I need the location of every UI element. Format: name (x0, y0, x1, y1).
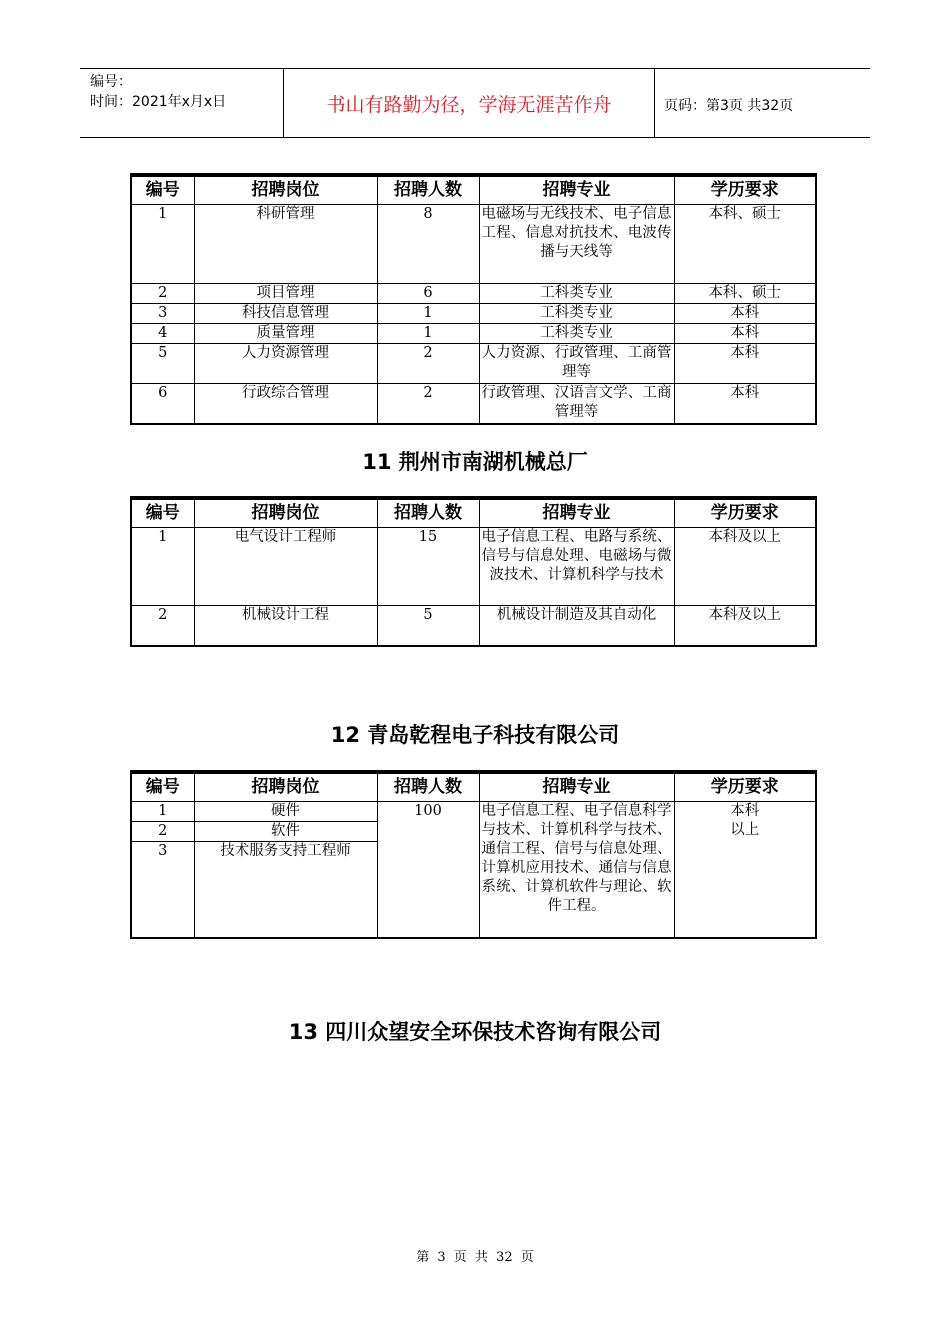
table-row (131, 324, 816, 344)
cell-no: 2 (131, 822, 194, 842)
cell-major: 电子信息工程、电路与系统、信号与信息处理、电磁场与微波技术、计算机科学与技术 (479, 528, 674, 606)
section-title-11: 11 荆州市南湖机械总厂 (362, 450, 588, 474)
cell-count: 2 (377, 344, 479, 384)
cell-count: 8 (377, 205, 479, 284)
table-row (131, 384, 816, 424)
table-row (131, 528, 816, 606)
page-header (80, 68, 870, 138)
cell-no: 4 (131, 324, 194, 344)
col-no: 编号 (131, 175, 194, 205)
col-count: 招聘人数 (377, 175, 479, 205)
table-header-row (131, 772, 816, 802)
col-major: 招聘专业 (479, 498, 674, 528)
cell-post: 电气设计工程师 (194, 528, 377, 606)
cell-edu: 本科、硕士 (674, 284, 816, 304)
cell-post: 项目管理 (194, 284, 377, 304)
cell-post: 机械设计工程 (194, 606, 377, 646)
col-count: 招聘人数 (377, 498, 479, 528)
table-row (131, 606, 816, 646)
cell-post: 技术服务支持工程师 (194, 842, 377, 938)
col-post: 招聘岗位 (194, 498, 377, 528)
cell-post: 科研管理 (194, 205, 377, 284)
col-edu: 学历要求 (674, 175, 816, 205)
table-row (131, 304, 816, 324)
cell-edu: 本科及以上 (674, 528, 816, 606)
cell-no: 2 (131, 284, 194, 304)
col-no: 编号 (131, 772, 194, 802)
section-title-12: 12 青岛乾程电子科技有限公司 (330, 723, 620, 747)
col-edu: 学历要求 (674, 772, 816, 802)
col-edu: 学历要求 (674, 498, 816, 528)
cell-major: 工科类专业 (479, 324, 674, 344)
table-row (131, 344, 816, 384)
cell-post: 硬件 (194, 802, 377, 822)
cell-edu: 本科 (674, 384, 816, 424)
header-meta (80, 69, 284, 137)
edu-text: 本科以上 (730, 803, 760, 838)
col-post: 招聘岗位 (194, 772, 377, 802)
cell-post: 科技信息管理 (194, 304, 377, 324)
cell-major: 工科类专业 (479, 304, 674, 324)
cell-count: 1 (377, 304, 479, 324)
cell-no: 2 (131, 606, 194, 646)
table-row (131, 802, 816, 822)
cell-major: 电磁场与无线技术、电子信息工程、信息对抗技术、电波传播与天线等 (479, 205, 674, 284)
cell-count: 5 (377, 606, 479, 646)
cell-edu (674, 802, 816, 938)
cell-post: 质量管理 (194, 324, 377, 344)
recruit-table-2 (130, 496, 817, 647)
cell-no: 3 (131, 304, 194, 324)
cell-no: 5 (131, 344, 194, 384)
cell-no: 1 (131, 528, 194, 606)
header-time: 时间：2021年x月x日 (90, 94, 227, 110)
recruit-table-1 (130, 173, 817, 425)
cell-no: 1 (131, 205, 194, 284)
cell-count: 6 (377, 284, 479, 304)
cell-major: 电子信息工程、电子信息科学与技术、计算机科学与技术、通信工程、信号与信息处理、计算机应用技术、通信与信息系统、计算机软件与理论、软件工程。 (479, 802, 674, 938)
cell-major: 人力资源、行政管理、工商管理等 (479, 344, 674, 384)
col-major: 招聘专业 (479, 175, 674, 205)
table-header-row (131, 175, 816, 205)
cell-count: 1 (377, 324, 479, 344)
col-no: 编号 (131, 498, 194, 528)
cell-post: 软件 (194, 822, 377, 842)
cell-post: 人力资源管理 (194, 344, 377, 384)
header-page: 页码：第3页 共32页 (664, 98, 794, 114)
cell-major: 行政管理、汉语言文学、工商管理等 (479, 384, 674, 424)
cell-edu: 本科 (674, 344, 816, 384)
header-motto: 书山有路勤为径，学海无涯苦作舟 (284, 69, 655, 137)
cell-edu: 本科 (674, 324, 816, 344)
col-major: 招聘专业 (479, 772, 674, 802)
cell-count: 15 (377, 528, 479, 606)
cell-post: 行政综合管理 (194, 384, 377, 424)
col-count: 招聘人数 (377, 772, 479, 802)
cell-count: 100 (377, 802, 479, 938)
cell-edu: 本科、硕士 (674, 205, 816, 284)
recruit-table-3 (130, 770, 817, 939)
table-row (131, 284, 816, 304)
table-header-row (131, 498, 816, 528)
cell-major: 工科类专业 (479, 284, 674, 304)
cell-edu: 本科及以上 (674, 606, 816, 646)
cell-major: 机械设计制造及其自动化 (479, 606, 674, 646)
section-title-13: 13 四川众望安全环保技术咨询有限公司 (288, 1020, 662, 1044)
cell-edu: 本科 (674, 304, 816, 324)
table-row (131, 205, 816, 284)
col-post: 招聘岗位 (194, 175, 377, 205)
cell-no: 3 (131, 842, 194, 938)
page-footer: 第 3 页 共 32 页 (416, 1250, 534, 1265)
cell-no: 6 (131, 384, 194, 424)
cell-count: 2 (377, 384, 479, 424)
cell-no: 1 (131, 802, 194, 822)
header-number: 编号： (90, 74, 132, 90)
